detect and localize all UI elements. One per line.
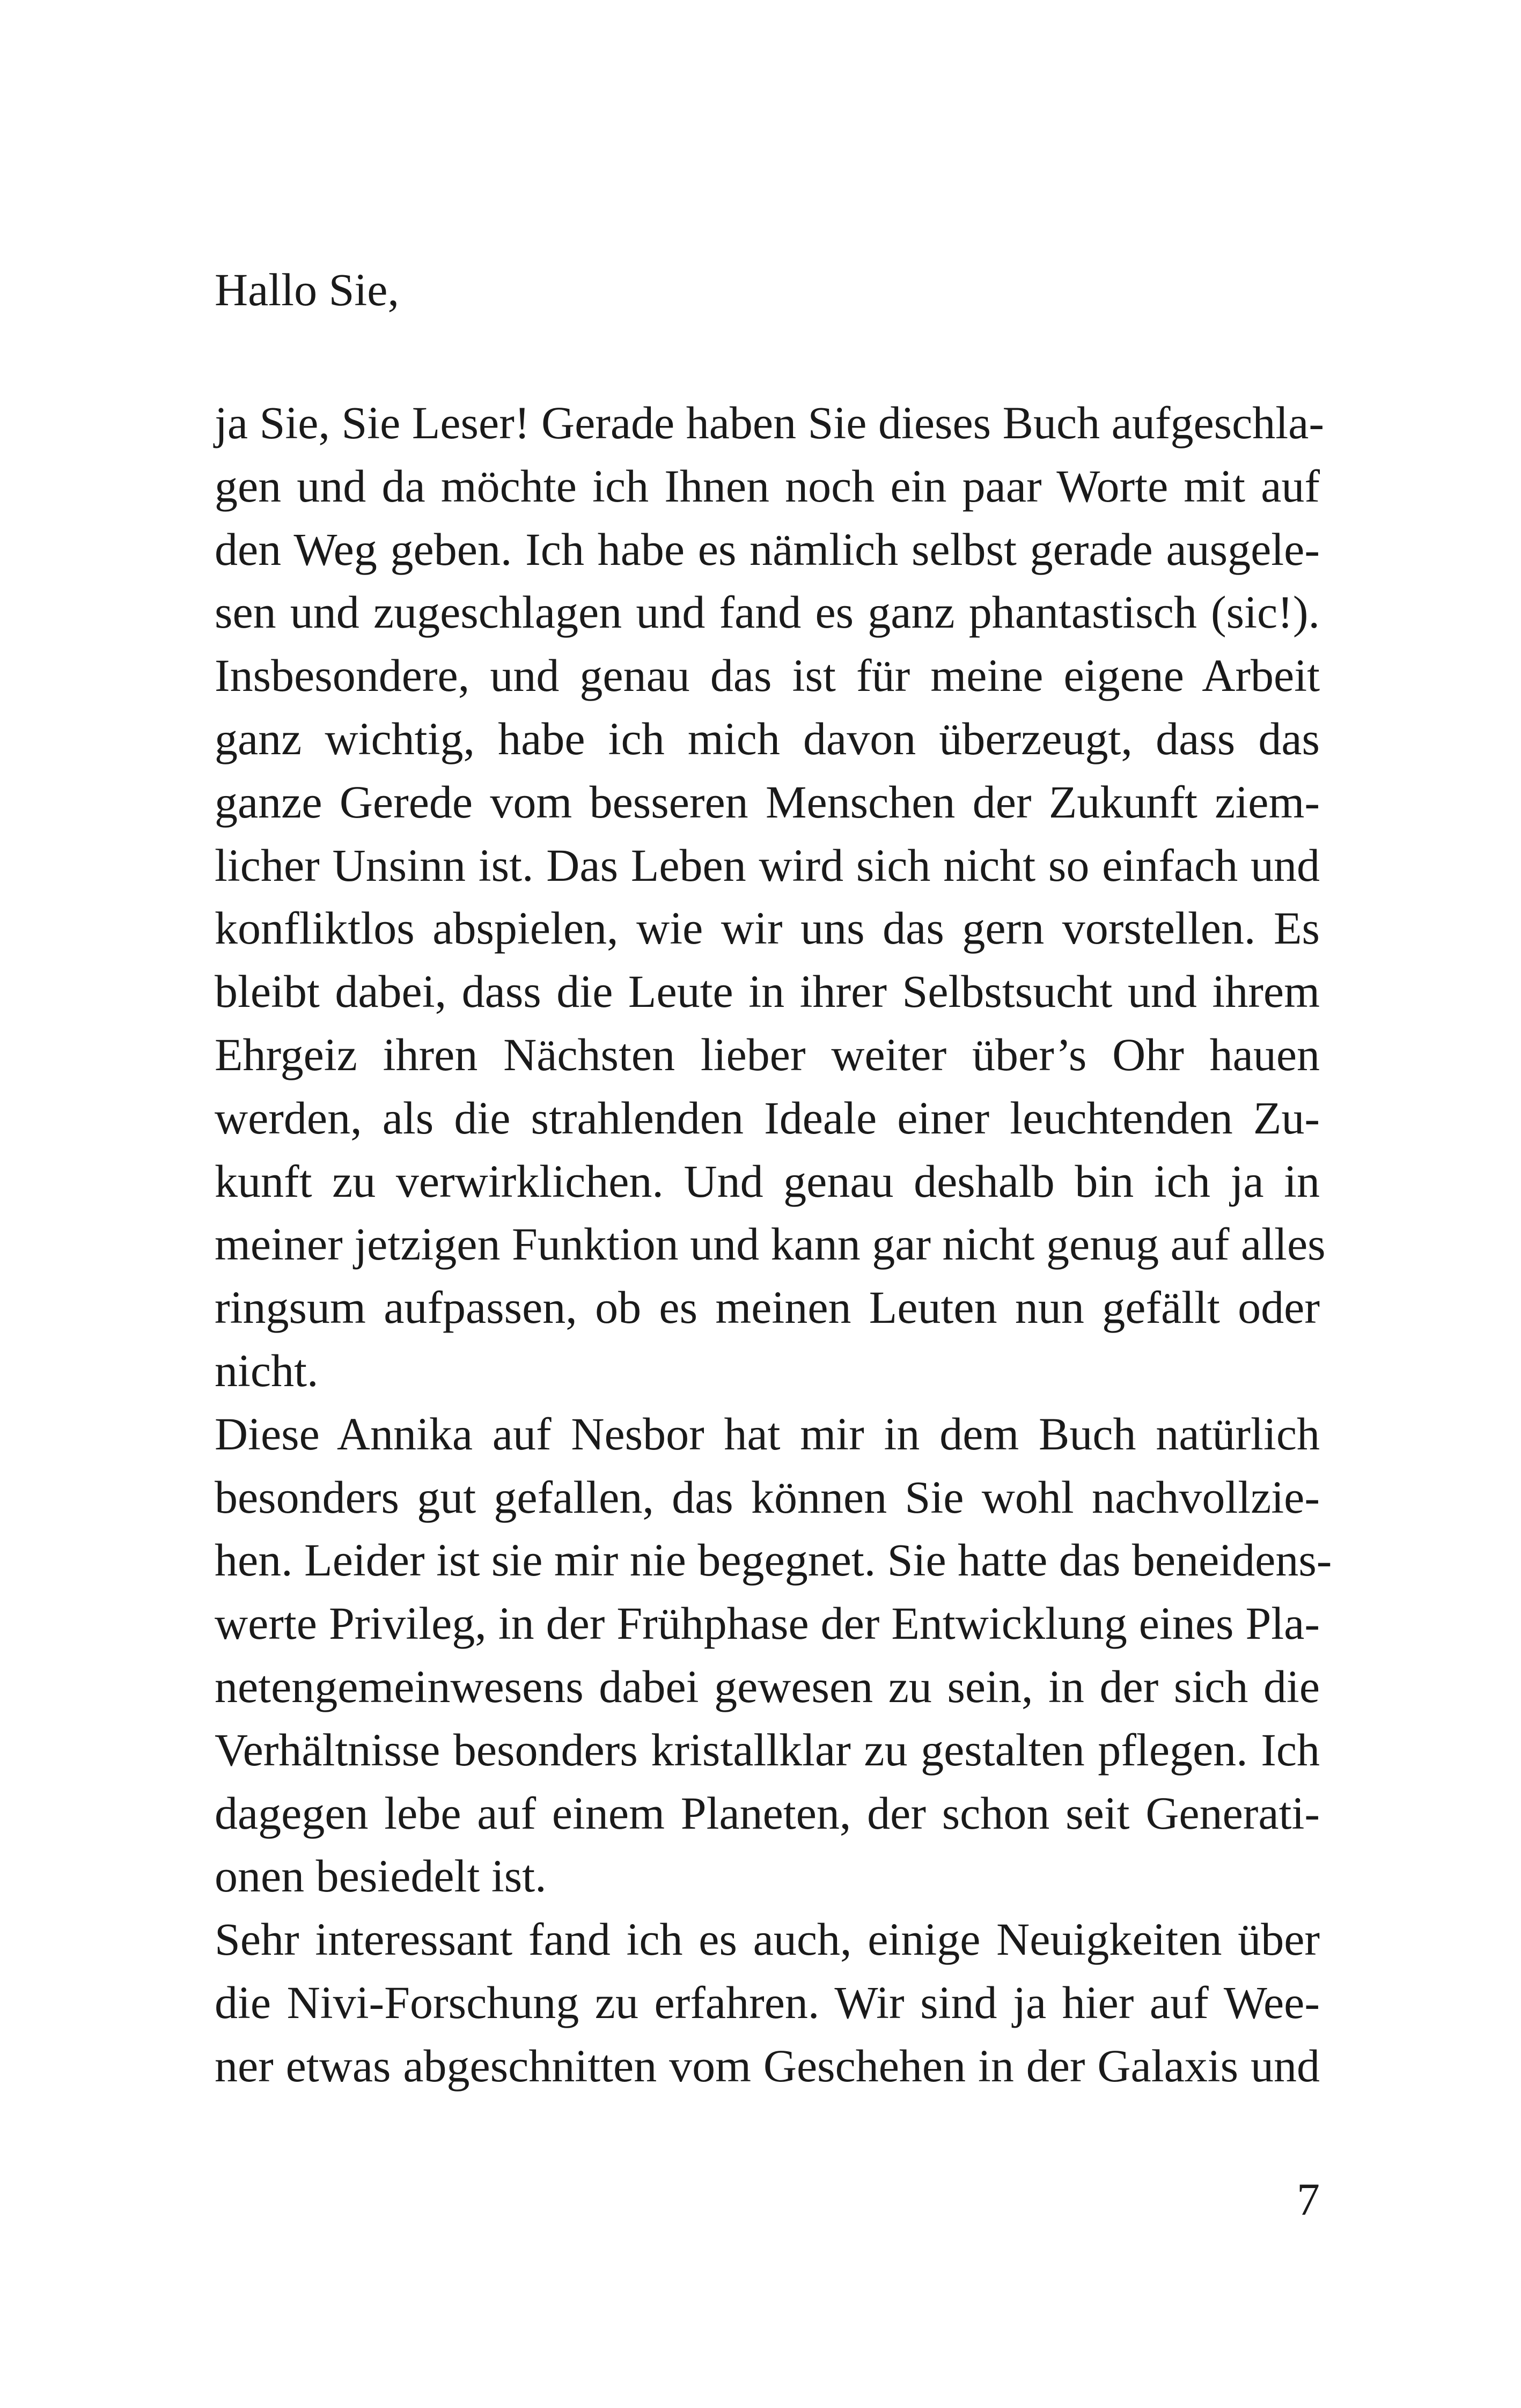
text-line: licher Unsinn ist. Das Leben wird sich nicht so einfach und [215,839,1320,891]
text-line: Verhältnisse besonders kristallklar zu gestalten pflegen. Ich [215,1724,1320,1776]
text-line: werden, als die strahlenden Ideale einer leuchtenden Zu- [215,1092,1320,1144]
text-line: dagegen lebe auf einem Planeten, der schon seit Generati- [215,1787,1320,1839]
text-line: meiner jetzigen Funktion und kann gar nicht genug auf alles [215,1218,1326,1270]
text-line: ja Sie, Sie Leser! Gerade haben Sie dieses Buch aufgeschla- [215,397,1324,448]
page-number: 7 [1297,2174,1320,2225]
text-line: werte Privileg, in der Frühphase der Entwicklung eines Pla- [215,1597,1320,1649]
text-line: sen und zugeschlagen und fand es ganz phantastisch (sic!). [215,586,1320,638]
text-line: ner etwas abgeschnitten vom Geschehen in der Galaxis und [215,2039,1320,2092]
text-line: hen. Leider ist sie mir nie begegnet. Sie hatte das beneidens- [215,1534,1332,1586]
text-line: Insbesondere, und genau das ist für meine eigene Arbeit [215,650,1320,702]
text-line: gen und da möchte ich Ihnen noch ein paar Worte mit auf [215,460,1320,512]
greeting-line: Hallo Sie, [215,264,399,315]
text-line: Sehr interessant fand ich es auch, einige Neuigkeiten über [215,1913,1320,1965]
text-line: nicht. [215,1344,319,1396]
text-line: kunft zu verwirklichen. Und genau deshalb bin ich ja in [215,1155,1320,1207]
text-line: bleibt dabei, dass die Leute in ihrer Selbstsucht und ihrem [215,966,1320,1018]
text-line: onen besiedelt ist. [215,1850,547,1902]
text-line: Diese Annika auf Nesbor hat mir in dem Buch natürlich [215,1408,1320,1460]
text-line: ganze Gerede vom besseren Menschen der Zukunft ziem- [215,776,1320,828]
text-line: die Nivi-Forschung zu erfahren. Wir sind ja hier auf Wee- [215,1976,1320,2028]
body-text [215,392,1332,2098]
text-line: konfliktlos abspielen, wie wir uns das gern vorstellen. Es [215,902,1320,954]
text-line: den Weg geben. Ich habe es nämlich selbst gerade ausgele- [215,523,1320,575]
text-line: netengemeinwesens dabei gewesen zu sein, in der sich die [215,1660,1320,1712]
text-line: besonders gut gefallen, das können Sie wohl nachvollzie- [215,1471,1320,1523]
text-line: Ehrgeiz ihren Nächsten lieber weiter über’s Ohr hauen [215,1028,1320,1080]
text-line: ganz wichtig, habe ich mich davon überzeugt, dass das [215,712,1320,764]
text-line: ringsum aufpassen, ob es meinen Leuten nun gefällt oder [215,1282,1320,1334]
